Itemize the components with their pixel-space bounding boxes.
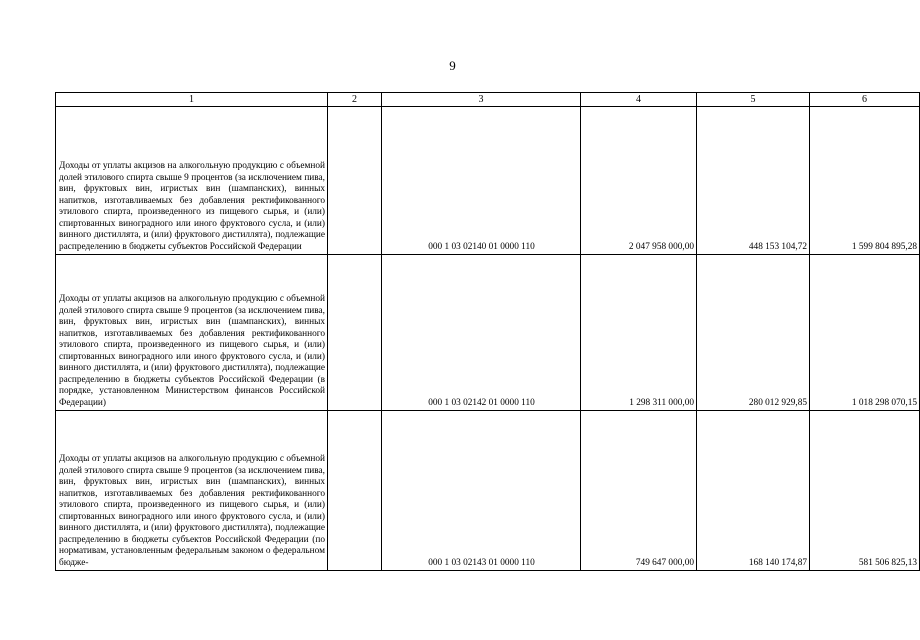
table-row [56, 411, 920, 571]
table-row [56, 107, 920, 255]
budget-code-cell: 000 1 03 02140 01 0000 110 [382, 107, 581, 255]
income-name-cell: Доходы от уплаты акцизов на алкогольную продукцию с объемной долей этилового спирта свыше 9 процентов (за исключением пива, вин, фруктовых вин, игристых вин (шампанских), винных напитков, изготавливаемых без добавления ректификованного этилового спирта, произведенного из пищевого сырья, и (или) спиртованных виноградного или иного фруктового сусла, и (или) винного дистиллята, и (или) фруктового дистиллята), подлежащие распределению в бюджеты субъектов Российской Федерации (по нормативам, установленным федеральным законом о федеральном бюдже- [56, 411, 328, 571]
column-header-4: 4 [581, 93, 697, 107]
income-name-cell: Доходы от уплаты акцизов на алкогольную продукцию с объемной долей этилового спирта свыше 9 процентов (за исключением пива, вин, фруктовых вин, игристых вин (шампанских), винных напитков, изготавливаемых без добавления ректификованного этилового спирта, произведенного из пищевого сырья, и (или) спиртованных виноградного или иного фруктового сусла, и (или) винного дистиллята, и (или) фруктового дистиллята), подлежащие распределению в бюджеты субъектов Российской Федерации (в порядке, установленном Министерством финансов Российской Федерации) [56, 255, 328, 411]
budget-income-table [55, 92, 920, 571]
column-4-value-cell: 2 047 958 000,00 [581, 107, 697, 255]
column-5-value-cell: 168 140 174,87 [697, 411, 810, 571]
column-header-3: 3 [382, 93, 581, 107]
income-name-cell: Доходы от уплаты акцизов на алкогольную продукцию с объемной долей этилового спирта свыше 9 процентов (за исключением пива, вин, фруктовых вин, игристых вин (шампанских), винных напитков, изготавливаемых без добавления ректификованного этилового спирта, произведенного из пищевого сырья, и (или) спиртованных виноградного или иного фруктового сусла, и (или) винного дистиллята, и (или) фруктового дистиллята), подлежащие распределению в бюджеты субъектов Российской Федерации [56, 107, 328, 255]
budget-code-cell: 000 1 03 02143 01 0000 110 [382, 411, 581, 571]
column-5-value-cell: 448 153 104,72 [697, 107, 810, 255]
column-header-5: 5 [697, 93, 810, 107]
table-row [56, 255, 920, 411]
column-6-value-cell: 1 018 298 070,15 [810, 255, 920, 411]
budget-code-cell: 000 1 03 02142 01 0000 110 [382, 255, 581, 411]
column-2-cell [328, 255, 382, 411]
column-6-value-cell: 581 506 825,13 [810, 411, 920, 571]
table-frame [55, 92, 917, 588]
page-number: 9 [449, 58, 456, 73]
column-header-2: 2 [328, 93, 382, 107]
column-2-cell [328, 411, 382, 571]
column-2-cell [328, 107, 382, 255]
column-4-value-cell: 749 647 000,00 [581, 411, 697, 571]
column-header-6: 6 [810, 93, 920, 107]
column-4-value-cell: 1 298 311 000,00 [581, 255, 697, 411]
column-5-value-cell: 280 012 929,85 [697, 255, 810, 411]
column-6-value-cell: 1 599 804 895,28 [810, 107, 920, 255]
column-header-1: 1 [56, 93, 328, 107]
table-header-row [56, 93, 920, 107]
